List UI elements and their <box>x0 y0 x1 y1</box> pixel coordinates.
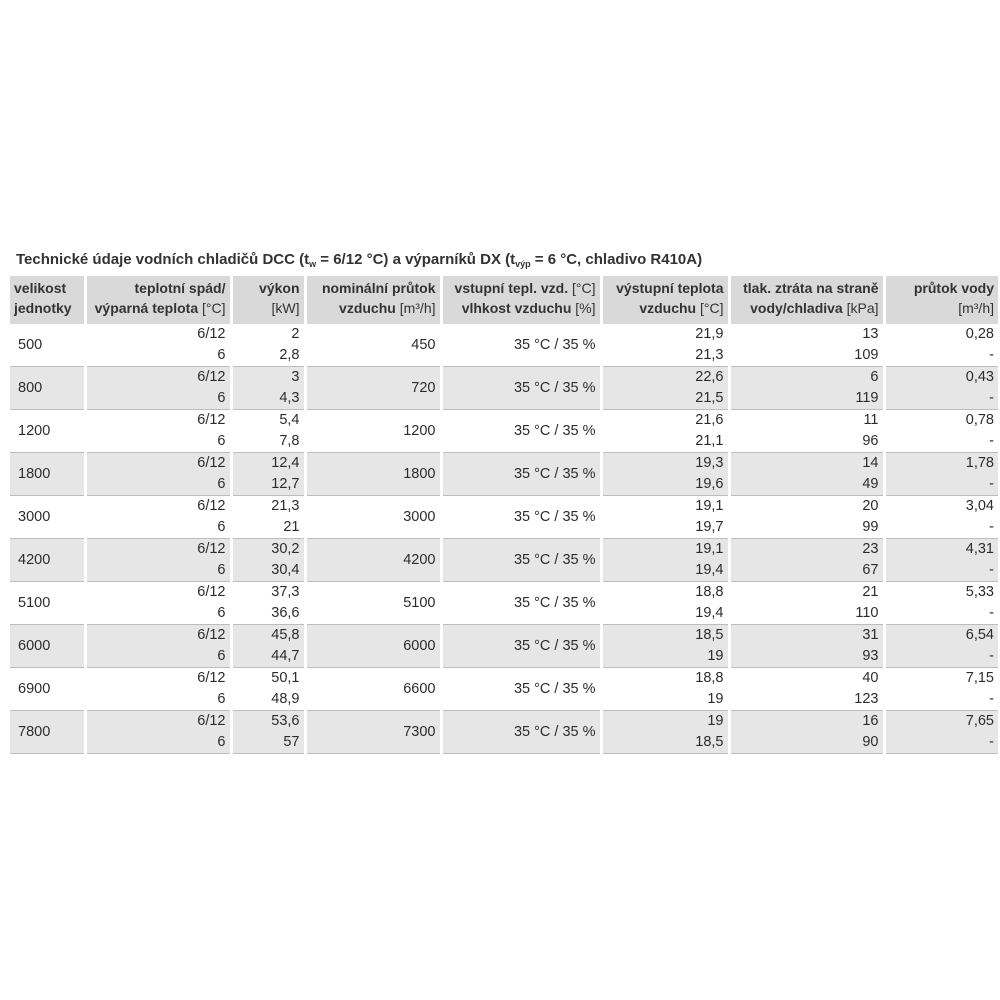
cell-line: 19 <box>707 691 724 707</box>
table-row <box>10 582 998 625</box>
cell-outlet-temp <box>601 582 729 625</box>
cell-unit-size: 6900 <box>10 668 85 711</box>
cell-line: 6 <box>217 519 226 535</box>
cell-line: - <box>989 734 994 750</box>
cell-line: 44,7 <box>271 648 300 664</box>
cell-line: 19,7 <box>695 519 724 535</box>
cell-line: 19 <box>707 713 724 729</box>
header-water-flow: průtok vody [m³/h] <box>884 276 998 324</box>
cell-line: 21,6 <box>695 412 724 428</box>
cell-inlet-air: 35 °C / 35 % <box>441 367 601 410</box>
cell-line: 48,9 <box>271 691 300 707</box>
cell-line: 19,1 <box>695 498 724 514</box>
cell-line: 6 <box>217 605 226 621</box>
cell-inlet-air: 35 °C / 35 % <box>441 410 601 453</box>
cell-unit-size: 3000 <box>10 496 85 539</box>
cell-pressure-loss <box>729 625 884 668</box>
cell-nominal-airflow: 720 <box>305 367 441 410</box>
cell-line: 6/12 <box>197 541 226 557</box>
cell-line: 40 <box>862 670 879 686</box>
cell-line: 6/12 <box>197 369 226 385</box>
cell-line: 6 <box>217 691 226 707</box>
cell-unit-size: 7800 <box>10 711 85 754</box>
cell-pressure-loss <box>729 496 884 539</box>
cell-line: 119 <box>855 390 879 406</box>
header-size: velikost jednotky <box>10 276 85 324</box>
cell-line: 21,3 <box>695 347 724 363</box>
cell-line: 6/12 <box>197 584 226 600</box>
cell-pressure-loss <box>729 539 884 582</box>
table-row <box>10 711 998 754</box>
cell-line: 21 <box>862 584 879 600</box>
cell-nominal-airflow: 6600 <box>305 668 441 711</box>
cell-line: 6 <box>217 433 226 449</box>
cell-line: 22,6 <box>695 369 724 385</box>
cell-line: 123 <box>854 691 879 707</box>
cell-line: 6 <box>217 734 226 750</box>
cell-inlet-air: 35 °C / 35 % <box>441 453 601 496</box>
cell-outlet-temp <box>601 668 729 711</box>
cell-line: 21,5 <box>695 390 724 406</box>
cell-line: 7,8 <box>279 433 300 449</box>
cell-power <box>231 410 305 453</box>
cell-line: 3,04 <box>965 498 994 514</box>
cell-outlet-temp <box>601 625 729 668</box>
cell-line: 6/12 <box>197 713 226 729</box>
cell-pressure-loss <box>729 668 884 711</box>
cell-temperature-gradient <box>85 453 231 496</box>
cell-nominal-airflow: 4200 <box>305 539 441 582</box>
cell-nominal-airflow: 1800 <box>305 453 441 496</box>
cell-outlet-temp <box>601 410 729 453</box>
cell-nominal-airflow: 1200 <box>305 410 441 453</box>
table-row <box>10 668 998 711</box>
cell-line: 49 <box>862 476 879 492</box>
cell-inlet-air: 35 °C / 35 % <box>441 324 601 367</box>
header-outlet-air-temp: výstupní teplota vzduchu [°C] <box>601 276 729 324</box>
cell-line: 14 <box>862 455 879 471</box>
cell-line: 13 <box>862 326 879 342</box>
cell-line: 53,6 <box>271 713 300 729</box>
cell-line: 6 <box>217 562 226 578</box>
cell-line: 6 <box>217 390 226 406</box>
cell-water-flow <box>884 539 998 582</box>
cell-outlet-temp <box>601 496 729 539</box>
cell-pressure-loss <box>729 324 884 367</box>
cell-temperature-gradient <box>85 496 231 539</box>
cell-temperature-gradient <box>85 625 231 668</box>
cell-outlet-temp <box>601 324 729 367</box>
cell-inlet-air: 35 °C / 35 % <box>441 496 601 539</box>
cell-line: 110 <box>855 605 879 621</box>
cell-line: - <box>989 562 994 578</box>
cell-outlet-temp <box>601 711 729 754</box>
cell-line: 18,5 <box>695 627 724 643</box>
header-temperature-gradient: teplotní spád/ výparná teplota [°C] <box>85 276 231 324</box>
cell-unit-size: 6000 <box>10 625 85 668</box>
cell-outlet-temp <box>601 539 729 582</box>
cell-line: 90 <box>862 734 879 750</box>
cell-pressure-loss <box>729 410 884 453</box>
cell-line: 6/12 <box>197 498 226 514</box>
cell-water-flow <box>884 496 998 539</box>
cell-water-flow <box>884 625 998 668</box>
cell-line: 6/12 <box>197 670 226 686</box>
cell-line: 21,1 <box>695 433 724 449</box>
cell-line: 19,1 <box>695 541 724 557</box>
cell-line: 6/12 <box>197 412 226 428</box>
cell-temperature-gradient <box>85 367 231 410</box>
cell-line: 23 <box>862 541 879 557</box>
cell-line: 5,33 <box>965 584 994 600</box>
cell-unit-size: 1200 <box>10 410 85 453</box>
cell-line: 6/12 <box>197 326 226 342</box>
cell-water-flow <box>884 582 998 625</box>
table-row <box>10 453 998 496</box>
cell-power <box>231 582 305 625</box>
cell-nominal-airflow: 450 <box>305 324 441 367</box>
cell-line: 19 <box>707 648 724 664</box>
cell-line: 18,8 <box>695 584 724 600</box>
cell-nominal-airflow: 3000 <box>305 496 441 539</box>
table-title: Technické údaje vodních chladičů DCC ($t_w = 6/12$ °C) a výparníků DX ($t_{výp} = 6$ °C, chladivo R410A) <box>16 251 703 269</box>
header-nominal-airflow: nominální průtok vzduchu [m³/h] <box>305 276 441 324</box>
cell-water-flow <box>884 410 998 453</box>
cell-nominal-airflow: 6000 <box>305 625 441 668</box>
cell-line: 21,3 <box>271 498 300 514</box>
cell-water-flow <box>884 711 998 754</box>
cell-line: 96 <box>862 433 879 449</box>
cell-line: 6 <box>217 347 226 363</box>
cell-water-flow <box>884 668 998 711</box>
table-row <box>10 496 998 539</box>
cell-temperature-gradient <box>85 711 231 754</box>
cell-power <box>231 453 305 496</box>
cell-line: 19,4 <box>695 562 724 578</box>
cell-line: 18,8 <box>695 670 724 686</box>
cell-line: 36,6 <box>271 605 300 621</box>
cell-line: 6,54 <box>965 627 994 643</box>
cell-water-flow <box>884 453 998 496</box>
cell-line: - <box>989 691 994 707</box>
cell-line: 45,8 <box>271 627 300 643</box>
cell-line: 19,3 <box>695 455 724 471</box>
cell-outlet-temp <box>601 367 729 410</box>
cell-power <box>231 496 305 539</box>
cell-temperature-gradient <box>85 668 231 711</box>
cell-temperature-gradient <box>85 582 231 625</box>
cell-unit-size: 500 <box>10 324 85 367</box>
cell-water-flow <box>884 324 998 367</box>
cell-unit-size: 1800 <box>10 453 85 496</box>
cell-line: 21 <box>283 519 300 535</box>
table-row <box>10 324 998 367</box>
cell-line: 12,4 <box>271 455 300 471</box>
cell-line: 20 <box>862 498 879 514</box>
table-row <box>10 539 998 582</box>
cell-line: 19,6 <box>695 476 724 492</box>
cell-line: 6/12 <box>197 627 226 643</box>
cell-power <box>231 539 305 582</box>
cell-outlet-temp <box>601 453 729 496</box>
cell-line: 7,15 <box>965 670 994 686</box>
cell-line: 7,65 <box>965 713 994 729</box>
cell-power <box>231 367 305 410</box>
cell-inlet-air: 35 °C / 35 % <box>441 625 601 668</box>
cell-power <box>231 711 305 754</box>
cell-line: 11 <box>863 412 879 428</box>
cell-line: 31 <box>862 627 879 643</box>
cell-unit-size: 4200 <box>10 539 85 582</box>
cell-unit-size: 800 <box>10 367 85 410</box>
cell-line: 19,4 <box>695 605 724 621</box>
cell-line: 57 <box>283 734 300 750</box>
specs-table <box>10 276 998 754</box>
cell-line: 6 <box>217 648 226 664</box>
cell-line: 3 <box>291 369 300 385</box>
cell-line: 2 <box>291 326 300 342</box>
cell-line: 109 <box>854 347 879 363</box>
cell-line: 0,43 <box>965 369 994 385</box>
cell-line: 93 <box>862 648 879 664</box>
cell-line: 18,5 <box>695 734 724 750</box>
cell-pressure-loss <box>729 453 884 496</box>
cell-power <box>231 324 305 367</box>
header-inlet-air: vstupní tepl. vzd. [°C] vlhkost vzduchu [%] <box>441 276 601 324</box>
cell-inlet-air: 35 °C / 35 % <box>441 668 601 711</box>
cell-line: - <box>989 605 994 621</box>
cell-line: 12,7 <box>271 476 300 492</box>
cell-pressure-loss <box>729 367 884 410</box>
cell-line: 0,78 <box>965 412 994 428</box>
cell-temperature-gradient <box>85 410 231 453</box>
cell-line: 30,4 <box>271 562 300 578</box>
cell-line: - <box>989 476 994 492</box>
cell-inlet-air: 35 °C / 35 % <box>441 711 601 754</box>
cell-line: 6 <box>217 476 226 492</box>
cell-inlet-air: 35 °C / 35 % <box>441 539 601 582</box>
cell-line: 37,3 <box>271 584 300 600</box>
cell-line: - <box>989 390 994 406</box>
cell-temperature-gradient <box>85 324 231 367</box>
cell-inlet-air: 35 °C / 35 % <box>441 582 601 625</box>
header-pressure-loss: tlak. ztráta na straně vody/chladiva [kPa] <box>729 276 884 324</box>
cell-nominal-airflow: 5100 <box>305 582 441 625</box>
table-row <box>10 625 998 668</box>
cell-line: - <box>989 433 994 449</box>
cell-temperature-gradient <box>85 539 231 582</box>
cell-line: 50,1 <box>271 670 300 686</box>
cell-line: - <box>989 347 994 363</box>
cell-line: 30,2 <box>271 541 300 557</box>
cell-unit-size: 5100 <box>10 582 85 625</box>
cell-nominal-airflow: 7300 <box>305 711 441 754</box>
cell-line: - <box>989 648 994 664</box>
table-row <box>10 410 998 453</box>
cell-pressure-loss <box>729 582 884 625</box>
cell-line: 4,3 <box>279 390 300 406</box>
cell-line: 99 <box>862 519 879 535</box>
cell-line: 0,28 <box>965 326 994 342</box>
cell-line: - <box>989 519 994 535</box>
cell-line: 6 <box>870 369 879 385</box>
cell-water-flow <box>884 367 998 410</box>
cell-line: 2,8 <box>279 347 300 363</box>
cell-line: 1,78 <box>965 455 994 471</box>
header-power: výkon [kW] <box>231 276 305 324</box>
cell-line: 5,4 <box>279 412 300 428</box>
cell-line: 4,31 <box>965 541 994 557</box>
table-header-row <box>10 276 998 324</box>
cell-line: 6/12 <box>197 455 226 471</box>
cell-power <box>231 625 305 668</box>
cell-line: 67 <box>862 562 879 578</box>
table-row <box>10 367 998 410</box>
cell-line: 21,9 <box>695 326 724 342</box>
cell-power <box>231 668 305 711</box>
cell-line: 16 <box>862 713 879 729</box>
cell-pressure-loss <box>729 711 884 754</box>
